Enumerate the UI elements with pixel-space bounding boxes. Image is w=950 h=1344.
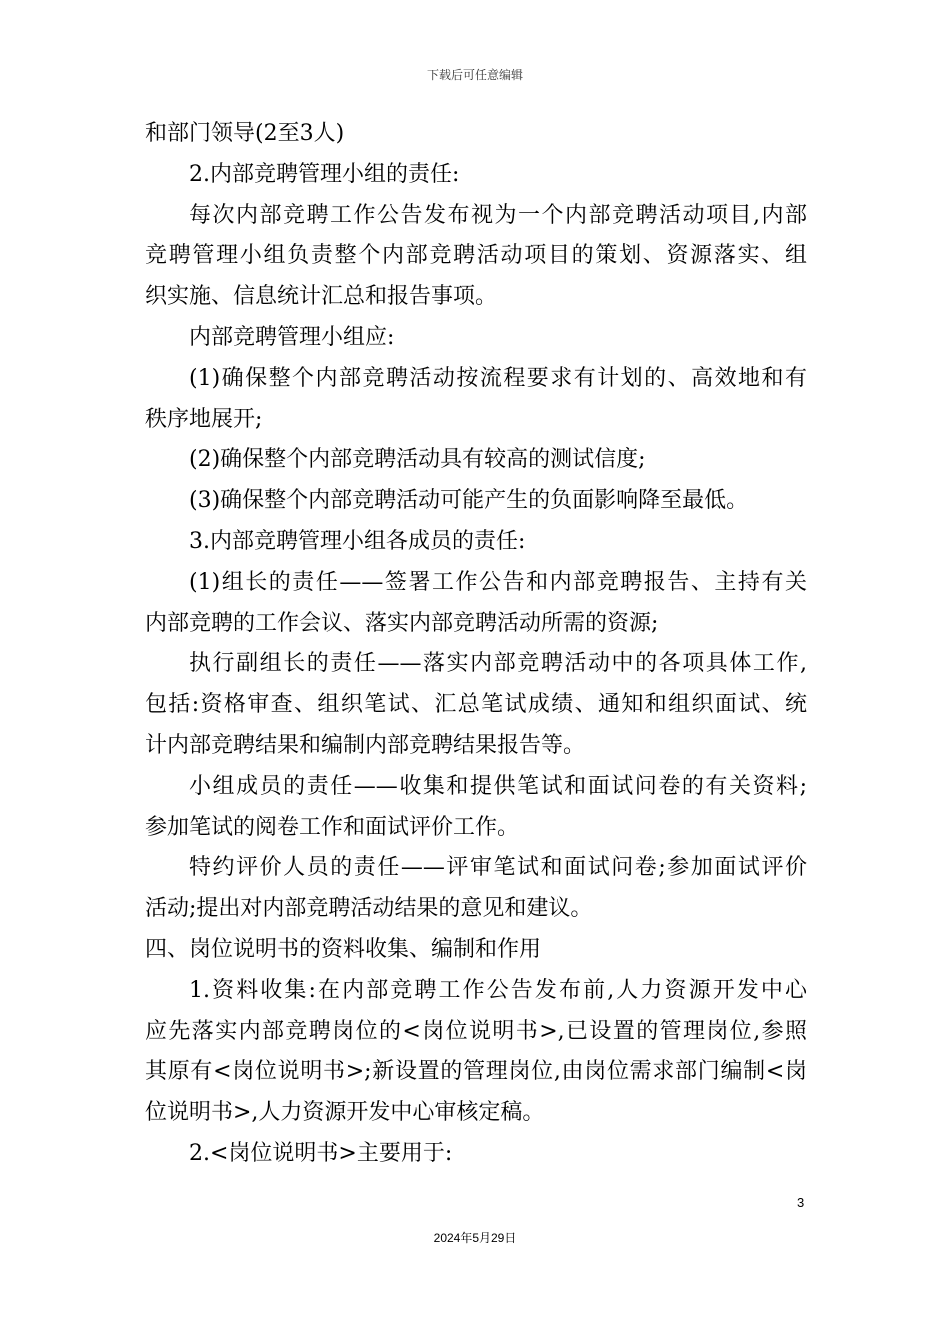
page-header: 下载后可任意编辑 <box>426 68 523 82</box>
text-line: 参加笔试的阅卷工作和面试评价工作。 <box>145 814 520 840</box>
text-line: 秩序地展开; <box>145 406 263 432</box>
text-line: 计内部竞聘结果和编制内部竞聘结果报告等。 <box>145 732 586 758</box>
text-line: 应先落实内部竞聘岗位的<岗位说明书>,已设置的管理岗位,参照 <box>145 1018 807 1044</box>
text-line: 和部门领导(2至3人) <box>145 121 345 146</box>
footer-date: 2024年5月29日 <box>433 1231 517 1245</box>
text-line: 2.内部竞聘管理小组的责任: <box>189 161 460 187</box>
text-line: 小组成员的责任——收集和提供笔试和面试问卷的有关资料; <box>189 773 807 799</box>
text-line: 2.<岗位说明书>主要用于: <box>189 1140 453 1166</box>
text-line: 位说明书>,人力资源开发中心审核定稿。 <box>145 1100 545 1126</box>
text-line: 竞聘管理小组负责整个内部竞聘活动项目的策划、资源落实、组 <box>145 243 807 269</box>
page-number: 3 <box>797 1195 805 1210</box>
text-line: 执行副组长的责任——落实内部竞聘活动中的各项具体工作, <box>189 651 807 677</box>
text-line: (3)确保整个内部竞聘活动可能产生的负面影响降至最低。 <box>189 488 749 514</box>
text-line: 活动;提出对内部竞聘活动结果的意见和建议。 <box>145 896 593 922</box>
text-line: 内部竞聘管理小组应: <box>189 324 395 350</box>
text-line: 其原有<岗位说明书>;新设置的管理岗位,由岗位需求部门编制<岗 <box>145 1059 807 1085</box>
text-line: 特约评价人员的责任——评审笔试和面试问卷;参加面试评价 <box>189 855 807 881</box>
text-line: (2)确保整个内部竞聘活动具有较高的测试信度; <box>189 447 646 473</box>
document-body <box>145 114 807 1175</box>
text-line: (1)确保整个内部竞聘活动按流程要求有计划的、高效地和有 <box>189 365 807 391</box>
text-line: 每次内部竞聘工作公告发布视为一个内部竞聘活动项目,内部 <box>189 202 807 228</box>
text-line: 织实施、信息统计汇总和报告事项。 <box>145 284 498 310</box>
text-line: 内部竞聘的工作会议、落实内部竞聘活动所需的资源; <box>145 610 659 636</box>
text-line: 四、岗位说明书的资料收集、编制和作用 <box>145 936 542 962</box>
text-line: (1)组长的责任——签署工作公告和内部竞聘报告、主持有关 <box>189 569 807 595</box>
text-line: 包括:资格审查、组织笔试、汇总笔试成绩、通知和组织面试、统 <box>145 692 807 718</box>
text-line: 1.资料收集:在内部竞聘工作公告发布前,人力资源开发中心 <box>189 977 807 1003</box>
text-line: 3.内部竞聘管理小组各成员的责任: <box>189 528 526 554</box>
